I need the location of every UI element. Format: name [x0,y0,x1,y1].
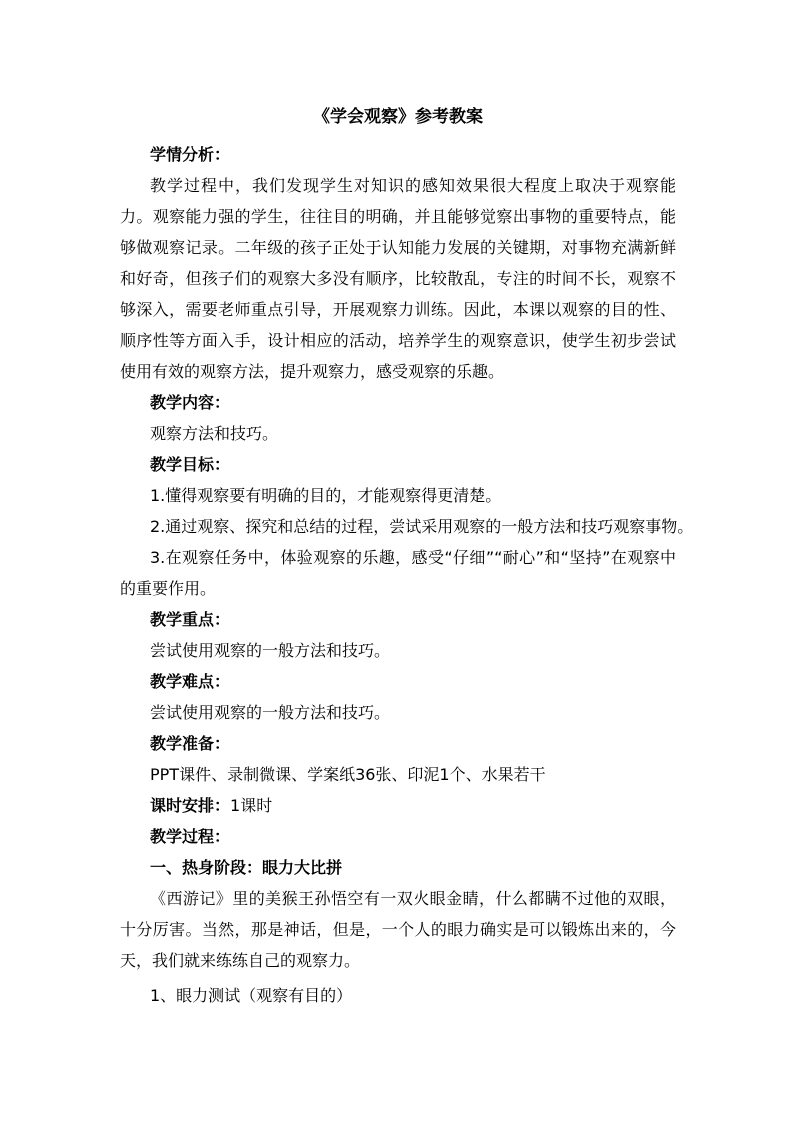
goal-item-2: 2.通过观察、探究和总结的过程，尝试采用观察的一般方法和技巧观察事物。 [150,517,694,536]
difficulty-text: 尝试使用观察的一般方法和技巧。 [150,703,391,722]
difficulty-heading: 教学难点： [150,672,231,691]
schedule-heading: 课时安排： [150,796,231,815]
analysis-paragraph: 教学过程中，我们发现学生对知识的感知效果很大程度上取决于观察能力。观察能力强的学生，往往目的明确，并且能够觉察出事物的重要特点，能够做观察记录。二年级的孩子正处于认知能力发展的关键期，对事物充满新鲜和好奇，但孩子们的观察大多没有顺序，比较散乱，专注的时间不长，观察不够深入，需要老师重点引导，开展观察力训练。因此，本课以观察的目的性、顺序性等方面入手，设计相应的活动，培养学生的观察意识，使学生初步尝试使用有效的观察方法，提升观察力，感受观察的乐趣。 [120,176,676,381]
content-heading: 教学内容： [150,393,231,412]
key-heading: 教学重点： [150,610,231,629]
process-heading: 教学过程： [150,827,231,846]
analysis-heading: 学情分析： [150,145,231,164]
goal-item-1: 1.懂得观察要有明确的目的，才能观察得更清楚。 [150,486,502,505]
schedule-text: 1课时 [230,796,273,815]
goals-heading: 教学目标： [150,455,231,474]
document-title: 《学会观察》参考教案 [313,107,483,127]
goal-item-3: 3.在观察任务中，体验观察的乐趣，感受“仔细”“耐心”和“坚持”在观察中的重要作用。 [120,548,676,598]
content-text: 观察方法和技巧。 [150,424,279,443]
schedule-line [120,790,706,821]
prep-heading: 教学准备： [150,734,231,753]
stage1-heading: 一、热身阶段：眼力大比拼 [150,858,343,877]
prep-text: PPT课件、录制微课、学案纸36张、印泥1个、水果若干 [150,765,546,784]
stage1-paragraph: 《西游记》里的美猴王孙悟空有一双火眼金睛，什么都瞒不过他的双眼，十分厉害。当然，那是神话，但是，一个人的眼力确实是可以锻炼出来的，今天，我们就来练练自己的观察力。 [120,889,676,970]
step1-text: 1、眼力测试（观察有目的） [150,986,353,1005]
key-text: 尝试使用观察的一般方法和技巧。 [150,641,391,660]
